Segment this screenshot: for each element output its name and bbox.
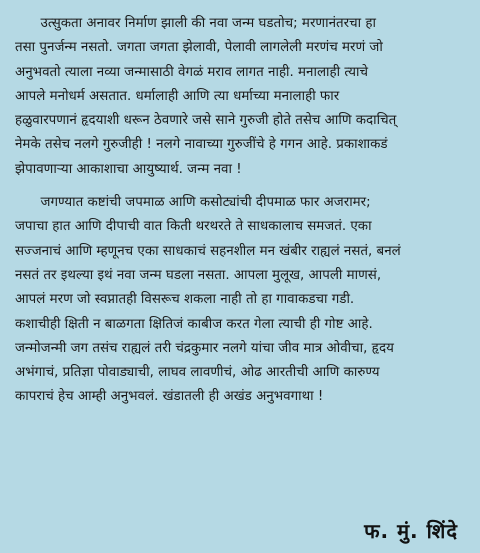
author-signature: फ. मुं. शिंदे bbox=[364, 518, 458, 543]
text-line: कशाचीही क्षिती न बाळगता क्षितिजं काबीज करत गेला त्याची ही गोष्ट आहे. bbox=[15, 316, 373, 332]
text-line: आपले मनोधर्म असतात. धर्मालाही आणि त्या धर्माच्या मनालाही फार bbox=[15, 88, 340, 104]
text-line: नसतं तर इथल्या इथं नवा जन्म घडला नसता. आपला मुलूख, आपली माणसं, bbox=[15, 267, 382, 283]
text-line: अनुभवतो त्याला नव्या जन्मासाठी वेगळं मराव लागत नाही. मनालाही त्याचे bbox=[15, 64, 368, 80]
text-line: उत्सुकता अनावर निर्माण झाली की नवा जन्म घडतोच; मरणानंतरचा हा bbox=[15, 16, 376, 31]
text-line: कापराचं हेच आम्ही अनुभवलं. खंडातली ही अखंड अनुभवगाथा ! bbox=[15, 389, 324, 405]
paragraph-1 bbox=[15, 12, 464, 182]
text-line: जन्मोजन्मी जग तसंच राह्यलं तरी चंद्रकुमार नलगे यांचा जीव मात्र ओवीचा, हृदय bbox=[15, 340, 394, 356]
text-line: जगण्यात कष्टांची जपमाळ आणि कसोट्यांची दीपमाळ फार अजरामर; bbox=[15, 195, 371, 211]
text-line: आपलं मरण जो स्वप्नातही विसरूच शकला नाही तो हा गावाकडचा गडी. bbox=[15, 292, 355, 308]
text-line: अभंगाचं, प्रतिज्ञा पोवाड्याची, लाघव लावणीचं, ओढ आरतीची आणि कारुण्य bbox=[15, 365, 380, 381]
text-line: जपाचा हात आणि दीपाची वात किती थरथरते ते साधकालाच समजतं. एका bbox=[15, 219, 372, 235]
text-line: हळुवारपणानं हृदयाशी धरून ठेवणारे जसे साने गुरुजी होते तसेच आणि कदाचित् bbox=[15, 113, 397, 129]
text-line: सज्जनाचं आणि म्हणूनच एका साधकाचं सहनशील मन खंबीर राह्यलं नसतं, बनलं bbox=[15, 243, 401, 259]
paragraph-2 bbox=[15, 191, 464, 410]
text-line: तसा पुनर्जन्म नसतो. जगता जगता झेलावी, पेलावी लागलेली मरणंच मरणं जो bbox=[15, 40, 383, 56]
text-line: नेमके तसेच नलगे गुरुजीही ! नलगे नावाच्या गुरुजींचे हे गगन आहे. प्रकाशाकडं bbox=[15, 137, 388, 153]
text-line: झेपावणाऱ्या आकाशाचा आयुष्यार्थ. जन्म नवा ! bbox=[15, 161, 242, 177]
